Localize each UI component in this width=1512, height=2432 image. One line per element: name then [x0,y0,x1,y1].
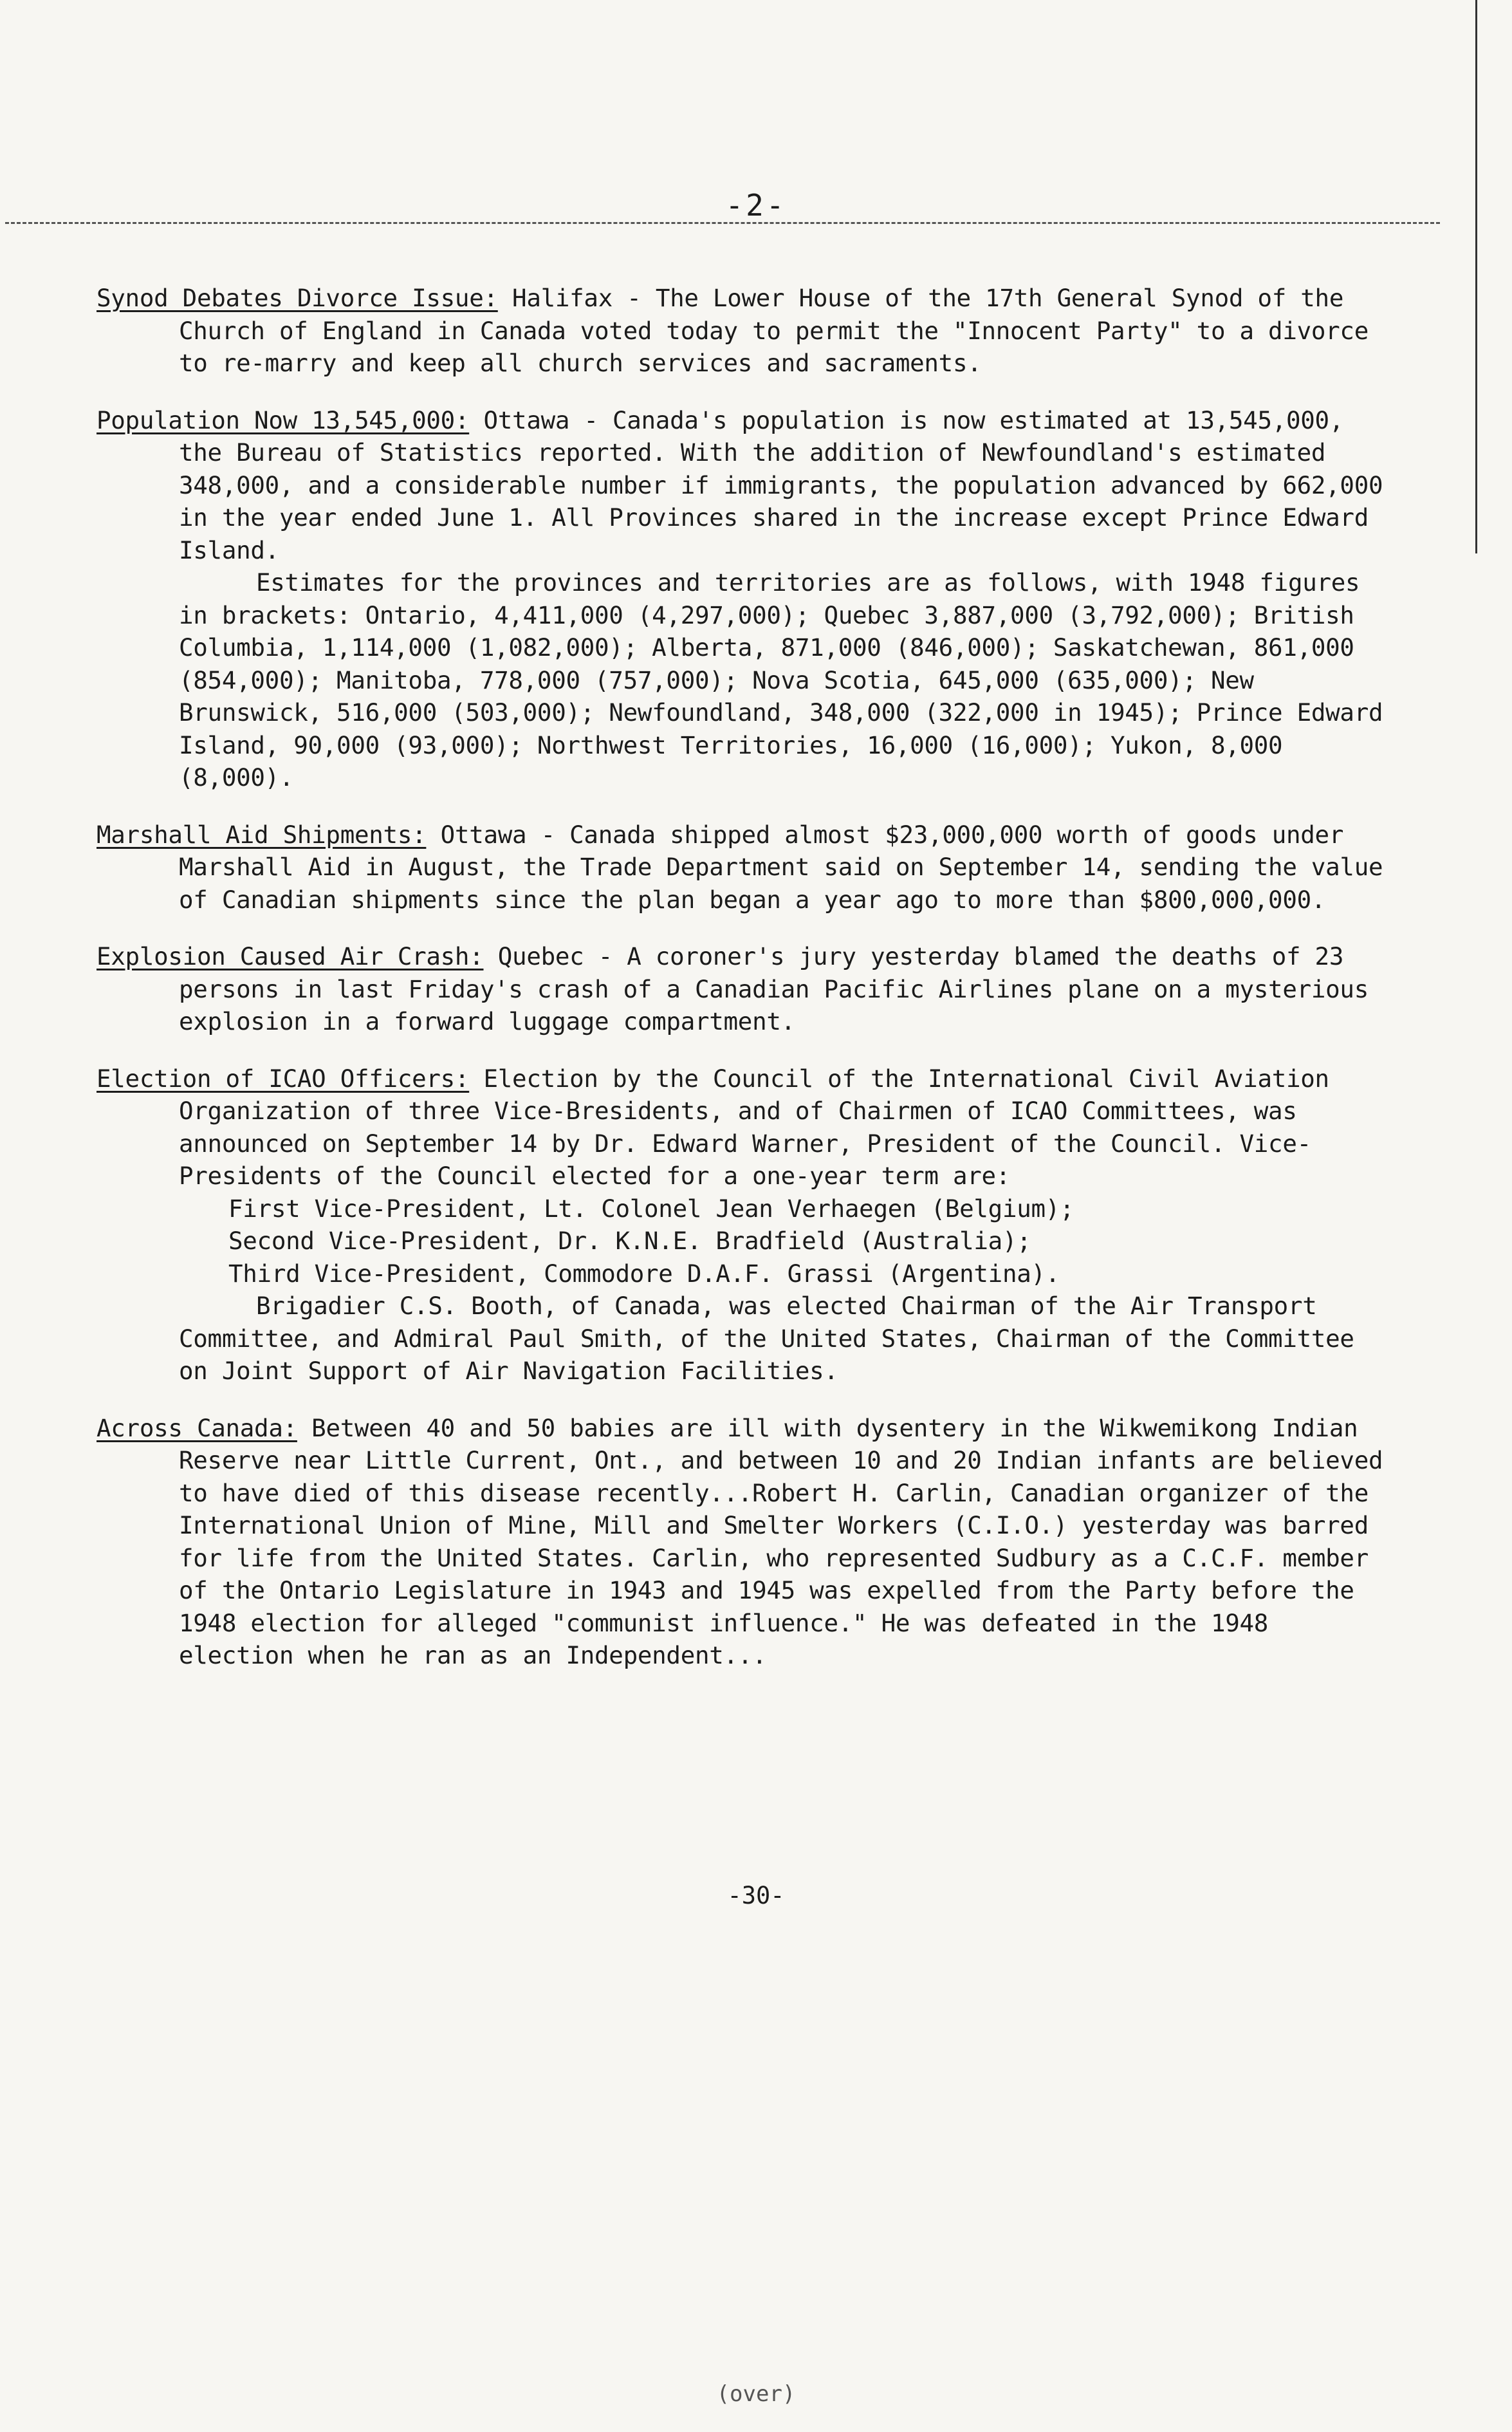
headline: Election of ICAO Officers: [97,1064,470,1093]
paragraph: Brigadier C.S. Booth, of Canada, was elected Chairman of the Air Transport Committee, and Admiral Paul Smith, of the United States, Chairman of the Committee on Joint Support of Air Navigation Facilities. [179,1292,1354,1385]
officer-line: First Vice-President, Lt. Colonel Jean Verhaegen (Belgium); [228,1194,1074,1223]
paragraph: Ottawa - Canada shipped almost $23,000,000 worth of goods under Marshall Aid in August, the Trade Department said on September 14, sending the value of Canadian shipments since the plan began a year ago to more than $800,000,000. [179,820,1383,914]
bulletin-body [97,282,1390,1696]
paragraph: Between 40 and 50 babies are ill with dysentery in the Wikwemikong Indian Reserve near Little Current, Ont., and between 10 and 20 Indian infants are believed to have died of this disease recently...Robert H. Carlin, Canadian organizer of the International Union of Mine, Mill and Smelter Workers (C.I.O.) yesterday was barred for life from the United States. Carlin, who represented Sudbury as a C.C.F. member of the Ontario Legislature in 1943 and 1945 was expelled from the Party before the 1948 election for alleged "communist influence." He was defeated in the 1948 election when he ran as an Independent... [179,1413,1383,1669]
end-mark: -30- [727,1882,785,1909]
news-item-icao [97,1063,1390,1388]
headline: Synod Debates Divorce Issue: [97,284,498,312]
headline: Marshall Aid Shipments: [97,820,427,849]
news-item-population [97,404,1390,794]
headline: Across Canada: [97,1413,297,1442]
officer-line: Second Vice-President, Dr. K.N.E. Bradfield (Australia); [228,1227,1031,1255]
headline: Population Now 13,545,000: [97,405,470,434]
page-number: -2- [725,188,787,223]
headline: Explosion Caused Air Crash: [97,942,484,970]
header-rule [5,222,1440,224]
paragraph: Quebec - A coroner's jury yesterday blamed the deaths of 23 persons in last Friday's crash of a Canadian Pacific Airlines plane on a mysterious explosion in a forward luggage compartment. [179,942,1369,1035]
footer-mark: (over) [716,2381,796,2407]
officer-line: Third Vice-President, Commodore D.A.F. Grassi (Argentina). [228,1259,1060,1288]
news-item-air-crash [97,940,1390,1038]
paragraph: Ottawa - Canada's population is now estimated at 13,545,000, the Bureau of Statistics reported. With the addition of Newfoundland's estimated 348,000, and a considerable number if immigrants, the population advanced by 662,000 in the year ended June 1. All Provinces shared in the increase except Prince Edward Island. [179,405,1383,564]
news-item-across-canada [97,1412,1390,1672]
paragraph: Estimates for the provinces and territories are as follows, with 1948 figures in brackets: Ontario, 4,411,000 (4,297,000); Quebec 3,887,000 (3,792,000); British Columbia, 1,114,000 (1,082,000); Alberta, 871,000 (846,000); Saskatchewan, 861,000 (854,000); Manitoba, 778,000 (757,000); Nova Scotia, 645,000 (635,000); New Brunswick, 516,000 (503,000); Newfoundland, 348,000 (322,000 in 1945); Prince Edward Island, 90,000 (93,000); Northwest Territories, 16,000 (16,000); Yukon, 8,000 (8,000). [179,568,1383,792]
margin-rule [1475,0,1477,553]
news-item-marshall-aid [97,819,1390,916]
paragraph: Election by the Council of the International Civil Aviation Organization of three Vice-Bresidents, and of Chairmen of ICAO Committees, was announced on September 14 by Dr. Edward Warner, President of the Council. Vice-Presidents of the Council elected for a one-year term are: [179,1064,1329,1190]
paragraph: Halifax - The Lower House of the 17th General Synod of the Church of England in Canada voted today to permit the "Innocent Party" to a divorce to re-marry and keep all church services and sacraments. [179,284,1369,377]
news-item-synod [97,282,1390,380]
